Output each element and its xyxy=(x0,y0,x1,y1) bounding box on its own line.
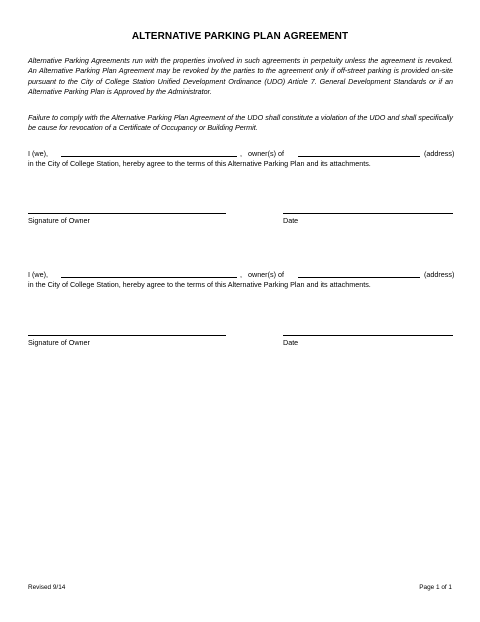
comma-text: , xyxy=(240,149,242,158)
owner-name-field[interactable] xyxy=(61,148,237,157)
owner-name-field[interactable] xyxy=(61,269,237,278)
signature-label: Signature of Owner xyxy=(28,338,90,347)
date-line[interactable] xyxy=(283,335,453,336)
page-number: Page 1 of 1 xyxy=(419,584,452,591)
address-label: (address) xyxy=(424,270,455,279)
signature-label: Signature of Owner xyxy=(28,216,90,225)
address-field[interactable] xyxy=(298,269,420,278)
revised-date: Revised 9/14 xyxy=(28,584,66,591)
date-label: Date xyxy=(283,216,299,225)
violation-paragraph: Failure to comply with the Alternative Parking Plan Agreement of the UDO shall constitute a violation of the UDO and shall specifically be cause for revocation of a Certificate of Occupancy or Building Permit. xyxy=(28,113,453,133)
signature-line[interactable] xyxy=(28,213,226,214)
agreement-terms-text: in the City of College Station, hereby agree to the terms of this Alternative Parking Plan and its attachments. xyxy=(28,280,371,289)
date-line[interactable] xyxy=(283,213,453,214)
revocation-paragraph: Alternative Parking Agreements run with the properties involved in such agreements in perpetuity unless the agreement is revoked. An Alternative Parking Plan Agreement may be revoked by the parties to the agreement only if off-street parking is provided on-site pursuant to the City of College Station Unified Development Ordinance (UDO) Article 7. General Development Standards or if an Alternative Parking Plan is Approved by the Administrator. xyxy=(28,56,453,97)
comma-text: , xyxy=(240,270,242,279)
address-field[interactable] xyxy=(298,148,420,157)
owners-of-label: owner(s) of xyxy=(248,149,284,158)
i-we-label: I (we), xyxy=(28,149,48,158)
owners-of-label: owner(s) of xyxy=(248,270,284,279)
date-label: Date xyxy=(283,338,299,347)
page-title: ALTERNATIVE PARKING PLAN AGREEMENT xyxy=(131,31,349,42)
address-label: (address) xyxy=(424,149,455,158)
signature-line[interactable] xyxy=(28,335,226,336)
i-we-label: I (we), xyxy=(28,270,48,279)
agreement-terms-text: in the City of College Station, hereby agree to the terms of this Alternative Parking Plan and its attachments. xyxy=(28,159,371,168)
